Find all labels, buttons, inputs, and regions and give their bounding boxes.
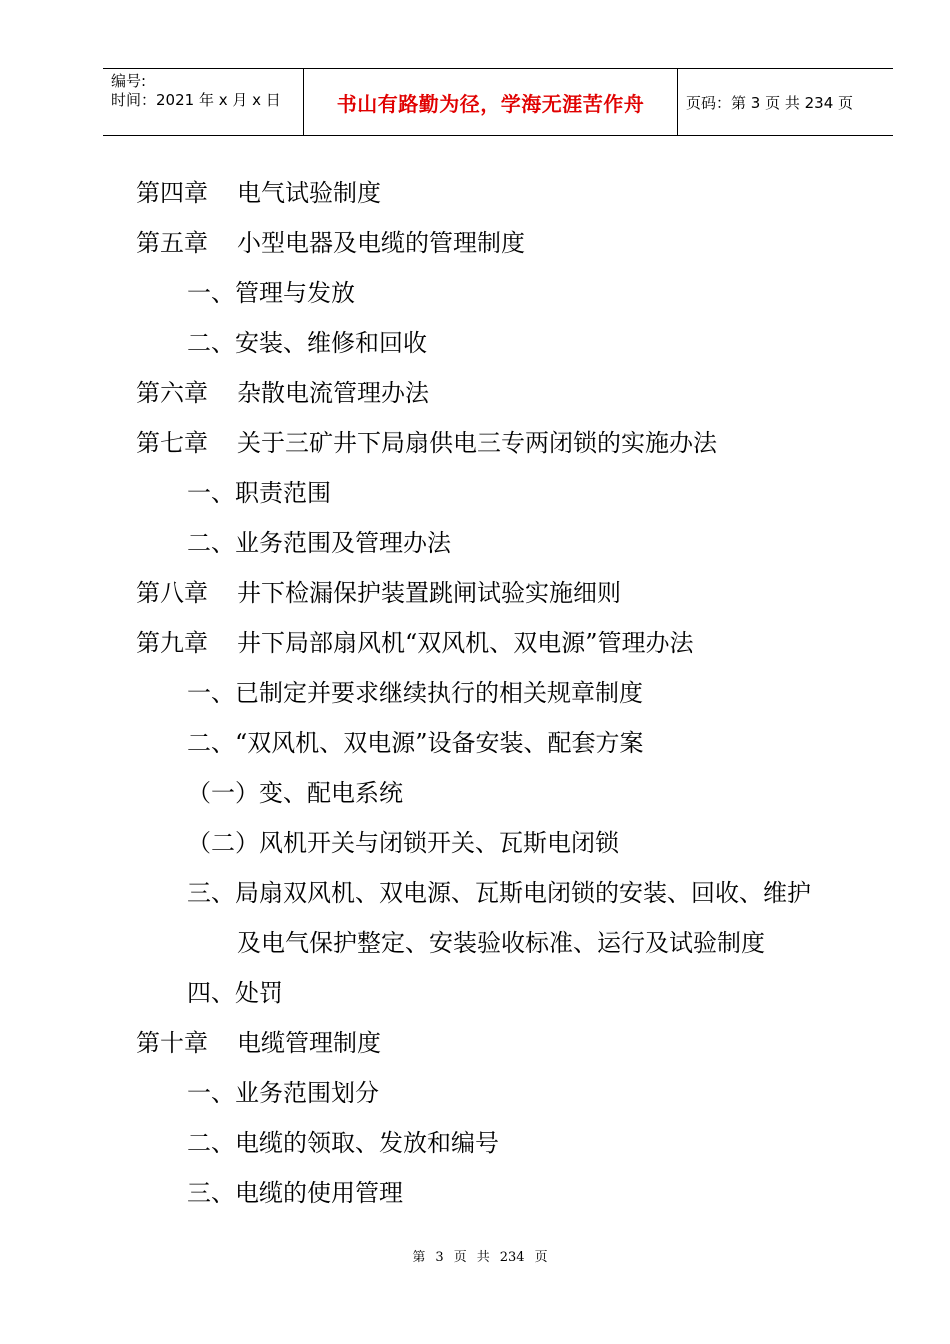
chapter-number: 第九章 <box>136 629 208 657</box>
toc-chapter-6 <box>136 368 429 418</box>
chapter-number: 第十章 <box>136 1029 208 1057</box>
toc-subsection: （二）风机开关与闭锁开关、瓦斯电闭锁 <box>187 829 619 857</box>
chapter-title: 井下局部扇风机“双风机、双电源”管理办法 <box>237 629 694 657</box>
toc-section: 四、处罚 <box>187 979 283 1007</box>
footer-page-suffix: 页 <box>453 1250 467 1265</box>
footer-total-prefix: 共 <box>476 1250 490 1265</box>
toc-section: 二、业务范围及管理办法 <box>187 529 451 557</box>
toc-subsection: （一）变、配电系统 <box>187 779 403 807</box>
toc-section: 二、安装、维修和回收 <box>187 329 427 357</box>
chapter-title: 关于三矿井下局扇供电三专两闭锁的实施办法 <box>237 429 717 457</box>
toc-chapter-7 <box>136 418 717 468</box>
chapter-number: 第四章 <box>136 179 208 207</box>
toc-section: 三、局扇双风机、双电源、瓦斯电闭锁的安装、回收、维护 <box>187 879 811 907</box>
chapter-number: 第五章 <box>136 229 208 257</box>
toc-section: 二、“双风机、双电源”设备安装、配套方案 <box>187 729 644 757</box>
toc-section: 一、管理与发放 <box>187 279 355 307</box>
chapter-title: 电缆管理制度 <box>237 1029 381 1057</box>
toc-section: 二、电缆的领取、发放和编号 <box>187 1129 499 1157</box>
chapter-title: 杂散电流管理办法 <box>237 379 429 407</box>
header-motto: 书山有路勤为径，学海无涯苦作舟 <box>304 69 678 135</box>
page-header <box>103 68 893 136</box>
header-page-label: 页码：第 3 页 共 234 页 <box>686 93 854 112</box>
toc-chapter-10 <box>136 1018 381 1068</box>
header-meta <box>103 69 304 135</box>
toc-section-continuation: 及电气保护整定、安装验收标准、运行及试验制度 <box>237 929 765 957</box>
toc-chapter-8 <box>136 568 621 618</box>
footer-total-suffix: 页 <box>534 1250 548 1265</box>
chapter-title: 电气试验制度 <box>237 179 381 207</box>
footer-page-number: 3 <box>435 1250 444 1265</box>
toc-section: 一、业务范围划分 <box>187 1079 379 1107</box>
time-label: 时间：2021 年 x 月 x 日 <box>111 91 281 109</box>
chapter-number: 第七章 <box>136 429 208 457</box>
footer-total-pages: 234 <box>499 1250 525 1265</box>
toc-chapter-4 <box>136 168 381 218</box>
toc-section: 一、职责范围 <box>187 479 331 507</box>
toc-section: 三、电缆的使用管理 <box>187 1179 403 1207</box>
footer-page-prefix: 第 <box>412 1250 426 1265</box>
page-footer <box>0 1246 950 1265</box>
chapter-title: 小型电器及电缆的管理制度 <box>237 229 525 257</box>
chapter-number: 第八章 <box>136 579 208 607</box>
toc-section: 一、已制定并要求继续执行的相关规章制度 <box>187 679 643 707</box>
chapter-number: 第六章 <box>136 379 208 407</box>
chapter-title: 井下检漏保护装置跳闸试验实施细则 <box>237 579 621 607</box>
toc-chapter-9 <box>136 618 694 668</box>
toc-chapter-5 <box>136 218 525 268</box>
number-label: 编号: <box>111 72 147 90</box>
